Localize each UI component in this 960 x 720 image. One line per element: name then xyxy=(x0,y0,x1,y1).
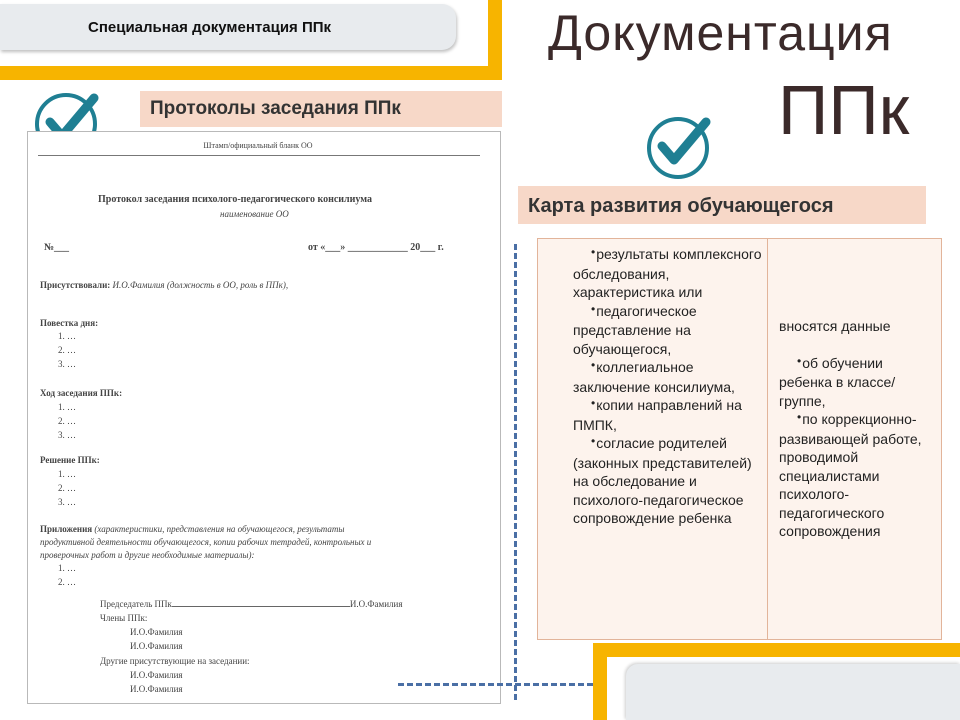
doc-org-name: наименование ОО xyxy=(220,209,289,219)
dashed-connector-vertical xyxy=(514,244,517,700)
check-circle-icon xyxy=(644,110,716,182)
doc-decision-item: 2. … xyxy=(58,483,76,493)
doc-agenda-item: 3. … xyxy=(58,359,76,369)
doc-decision-item: 1. … xyxy=(58,469,76,479)
doc-members-label: Члены ППк: xyxy=(100,613,148,623)
doc-appendix-line: продуктивной деятельности обучающегося, копии рабочих тетрадей, контрольных и xyxy=(40,537,372,547)
slide-subtitle: Специальная документация ППк xyxy=(88,19,332,36)
table-column-divider xyxy=(767,239,768,639)
list-item: •по коррекционно-развивающей работе, проводимой специалистами психолого-педагогического сопровождения xyxy=(779,410,922,539)
doc-decision-item: 3. … xyxy=(58,497,76,507)
protocol-document xyxy=(27,131,501,704)
doc-chair-name: И.О.Фамилия xyxy=(349,599,403,609)
doc-appendix xyxy=(40,524,344,534)
doc-others-label: Другие присутствующие на заседании: xyxy=(100,656,250,666)
list-item: •копии направлений на ПМПК, xyxy=(573,396,742,433)
doc-title: Протокол заседания психолого-педагогического консилиума xyxy=(98,194,373,205)
doc-number: №___ xyxy=(44,242,70,253)
doc-decision-label: Решение ППк: xyxy=(40,455,100,465)
slide-title-line2: ППк xyxy=(778,71,910,149)
list-item: •коллегиальное заключение консилиума, xyxy=(573,358,735,395)
list-item: •об обучении ребенка в классе/группе, xyxy=(779,353,896,409)
doc-appendix-item: 1. … xyxy=(58,563,76,573)
doc-meeting-item: 3. … xyxy=(58,430,76,440)
doc-letterhead: Штамп/официальный бланк ОО xyxy=(203,141,313,150)
doc-agenda-item: 2. … xyxy=(58,345,76,355)
table-right-intro: вносятся данные xyxy=(779,318,891,334)
doc-appendix-line: (характеристики, представления на обучающегося, результаты xyxy=(94,524,345,534)
doc-member-name: И.О.Фамилия xyxy=(130,641,183,651)
doc-agenda-label: Повестка дня: xyxy=(40,318,99,328)
development-card-table xyxy=(537,238,942,640)
doc-meeting-label: Ход заседания ППк: xyxy=(40,388,123,398)
doc-member-name: И.О.Фамилия xyxy=(130,627,183,637)
doc-date: от «___» ____________ 20___ г. xyxy=(308,242,444,253)
list-item: •результаты комплексного обследования, характеристика или xyxy=(573,245,762,300)
doc-meeting-item: 1. … xyxy=(58,402,76,412)
doc-present-label: Присутствовали: xyxy=(40,280,111,290)
list-item: •педагогическое представление на обучающегося, xyxy=(573,301,697,357)
doc-appendix-label: Приложения xyxy=(40,524,93,534)
table-left-column xyxy=(573,245,763,528)
card-section-label: Карта развития обучающегося xyxy=(518,186,926,224)
bottom-banner xyxy=(626,664,960,720)
doc-appendix-line: проверочных работ и другие необходимые материалы): xyxy=(40,550,255,560)
doc-meeting-item: 2. … xyxy=(58,416,76,426)
doc-chair-label: Председатель ППк xyxy=(100,599,172,609)
doc-other-name: И.О.Фамилия xyxy=(130,670,183,680)
doc-header-rule xyxy=(38,155,480,156)
doc-other-name: И.О.Фамилия xyxy=(130,684,183,694)
doc-present-value: И.О.Фамилия (должность в ОО, роль в ППк), xyxy=(112,280,289,290)
slide-title-line1: Документация xyxy=(548,5,893,61)
protocols-section-label: Протоколы заседания ППк xyxy=(140,91,502,127)
doc-chair-line xyxy=(100,599,403,609)
doc-present xyxy=(40,280,288,290)
doc-appendix-item: 2. … xyxy=(58,577,76,587)
doc-agenda-item: 1. … xyxy=(58,331,76,341)
list-item: •согласие родителей (законных представителей) на обследование и психолого-педагогическое сопровождение ребенка xyxy=(573,434,752,526)
table-right-column xyxy=(779,317,939,541)
doc-signature-line xyxy=(172,606,350,607)
